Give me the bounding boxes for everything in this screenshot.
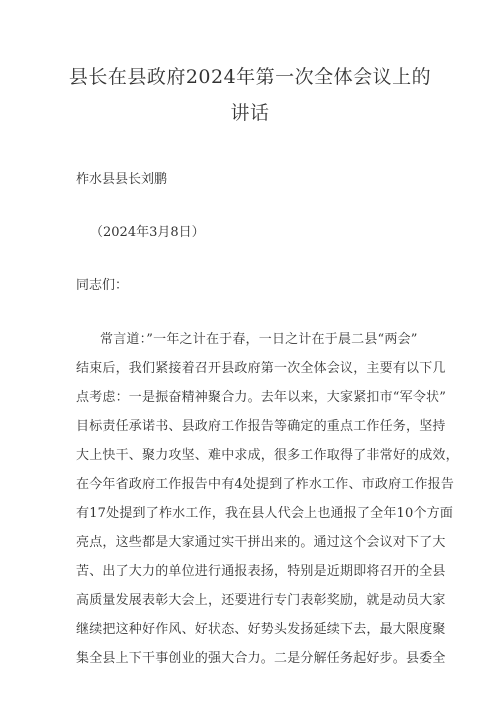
greeting-line: 同志们： [76, 278, 129, 293]
body-text-line: 常言道：”一年之计在于春，一日之计在于晨二县“两会” [100, 332, 418, 347]
body-text-line: 有17处提到了柞水工作，我在县人代会上也通报了全年10个方面 [76, 506, 454, 521]
body-text-line: 在今年省政府工作报告中有4处提到了柞水工作、市政府工作报告 [76, 477, 455, 492]
body-text-line: 目标责任承诺书、县政府工作报告等确定的重点工作任务，坚持 [76, 419, 446, 434]
body-text-line: 继续把这种好作风、好状态、好势头发扬延续下去，最大限度聚 [76, 622, 446, 637]
body-text-line: 集全县上下干事创业的强大合力。二是分解任务起好步。县委全 [76, 651, 446, 666]
document-title-line-2: 讲话 [230, 102, 270, 124]
body-text-line: 高质量发展表彰大会上，还要进行专门表彰奖励，就是动员大家 [76, 593, 446, 608]
document-title-line-1: 县长在县政府2024年第一次全体会议上的 [68, 66, 432, 88]
body-text-line: 苦、出了大力的单位进行通报表扬，特别是近期即将召开的全县 [76, 564, 446, 579]
author-line: 柞水县县长刘鹏 [76, 172, 168, 187]
body-text-line: 点考虑：一是振奋精神聚合力。去年以来，大家紧扣市“军令状” [76, 390, 447, 405]
date-line: （2024年3月8日） [90, 225, 205, 240]
body-text-line: 结束后，我们紧接着召开县政府第一次全体会议，主要有以下几 [76, 361, 446, 376]
body-text-line: 亮点，这些都是大家通过实干拼出来的。通过这个会议对下了大 [76, 535, 446, 550]
body-text-line: 大上快干、聚力攻坚、难中求成，很多工作取得了非常好的成效， [76, 448, 459, 463]
